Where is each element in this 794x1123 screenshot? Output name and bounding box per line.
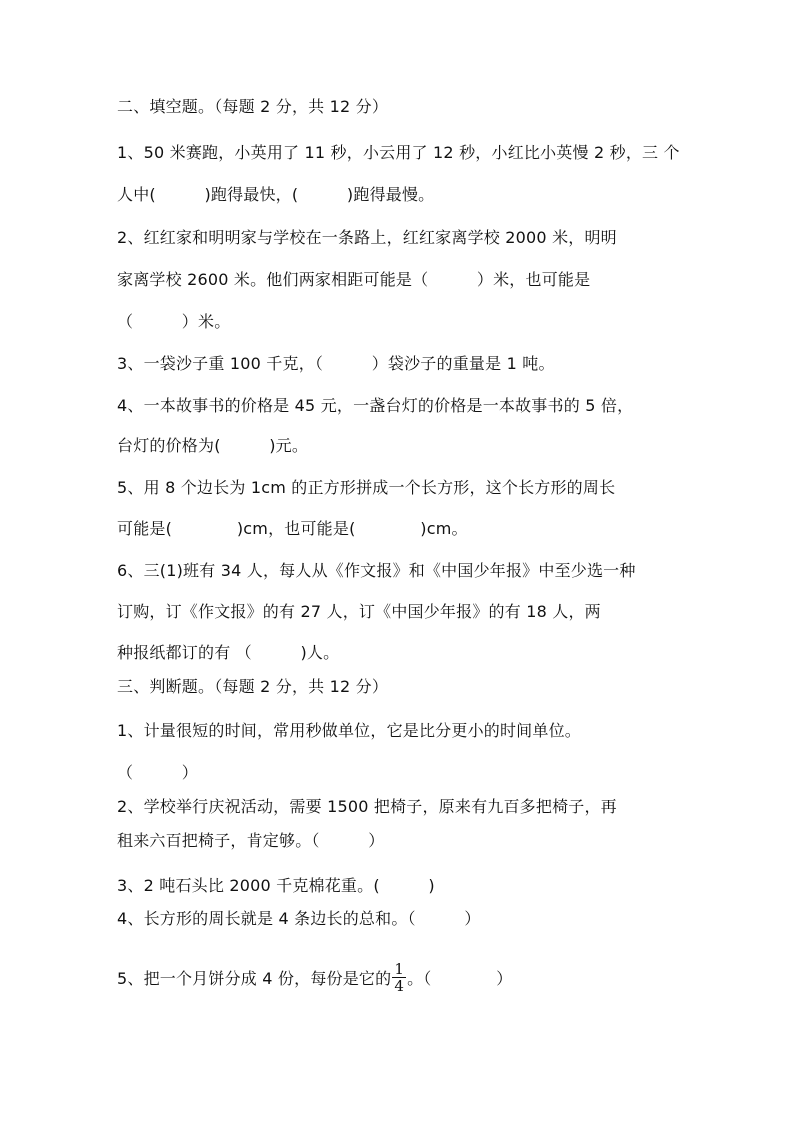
fill-q6-line3: 种报纸都订的有 （ )人。: [117, 643, 340, 662]
judge-q5-text: 5、把一个月饼分成 4 份，每份是它的: [117, 969, 392, 988]
fill-q1-line1: 1、50 米赛跑，小英用了 11 秒，小云用了 12 秒，小红比小英慢 2 秒，三 个: [117, 143, 680, 162]
fill-q6-line1: 6、三(1)班有 34 人，每人从《作文报》和《中国少年报》中至少选一种: [117, 561, 636, 580]
fill-q2-line3: （ ）米。: [117, 312, 231, 331]
judge-q1-line2: （ ）: [117, 763, 199, 782]
judge-q4-line1: 4、长方形的周长就是 4 条边长的总和。（ ）: [117, 909, 481, 928]
judge-q1-line1: 1、计量很短的时间，常用秒做单位，它是比分更小的时间单位。: [117, 721, 581, 740]
fill-q4-line2: 台灯的价格为( )元。: [117, 436, 309, 455]
fill-q2-line2: 家离学校 2600 米。他们两家相距可能是（ ）米，也可能是: [117, 270, 591, 289]
fill-q5-line1: 5、用 8 个边长为 1cm 的正方形拼成一个长方形，这个长方形的周长: [117, 478, 616, 497]
fill-q3-line1: 3、一袋沙子重 100 千克，（ ）袋沙子的重量是 1 吨。: [117, 354, 555, 373]
fill-q4-line1: 4、一本故事书的价格是 45 元，一盏台灯的价格是一本故事书的 5 倍，: [117, 396, 634, 415]
judge-q5-answer: 。（ ）: [407, 969, 513, 988]
fraction-denominator: 4: [394, 977, 405, 995]
section-2-heading: 二、填空题。（每题 2 分，共 12 分）: [117, 97, 389, 116]
one-quarter-fraction: [392, 961, 406, 994]
fill-q2-line1: 2、红红家和明明家与学校在一条路上，红红家离学校 2000 米，明明: [117, 228, 617, 247]
judge-q3-line1: 3、2 吨石头比 2000 千克棉花重。( ): [117, 876, 435, 895]
judge-q2-line1: 2、学校举行庆祝活动，需要 1500 把椅子，原来有九百多把椅子，再: [117, 797, 617, 816]
section-3-heading: 三、判断题。（每题 2 分，共 12 分）: [117, 677, 389, 696]
fraction-numerator: 1: [394, 960, 405, 978]
judge-q2-line2: 租来六百把椅子，肯定够。（ ）: [117, 831, 385, 850]
fill-q1-line2: 人中( )跑得最快，( )跑得最慢。: [117, 185, 435, 204]
judge-q5-line1: [117, 960, 513, 996]
fill-q6-line2: 订购，订《作文报》的有 27 人，订《中国少年报》的有 18 人，两: [117, 602, 601, 621]
fill-q5-line2: 可能是( )cm，也可能是( )cm。: [117, 519, 468, 538]
